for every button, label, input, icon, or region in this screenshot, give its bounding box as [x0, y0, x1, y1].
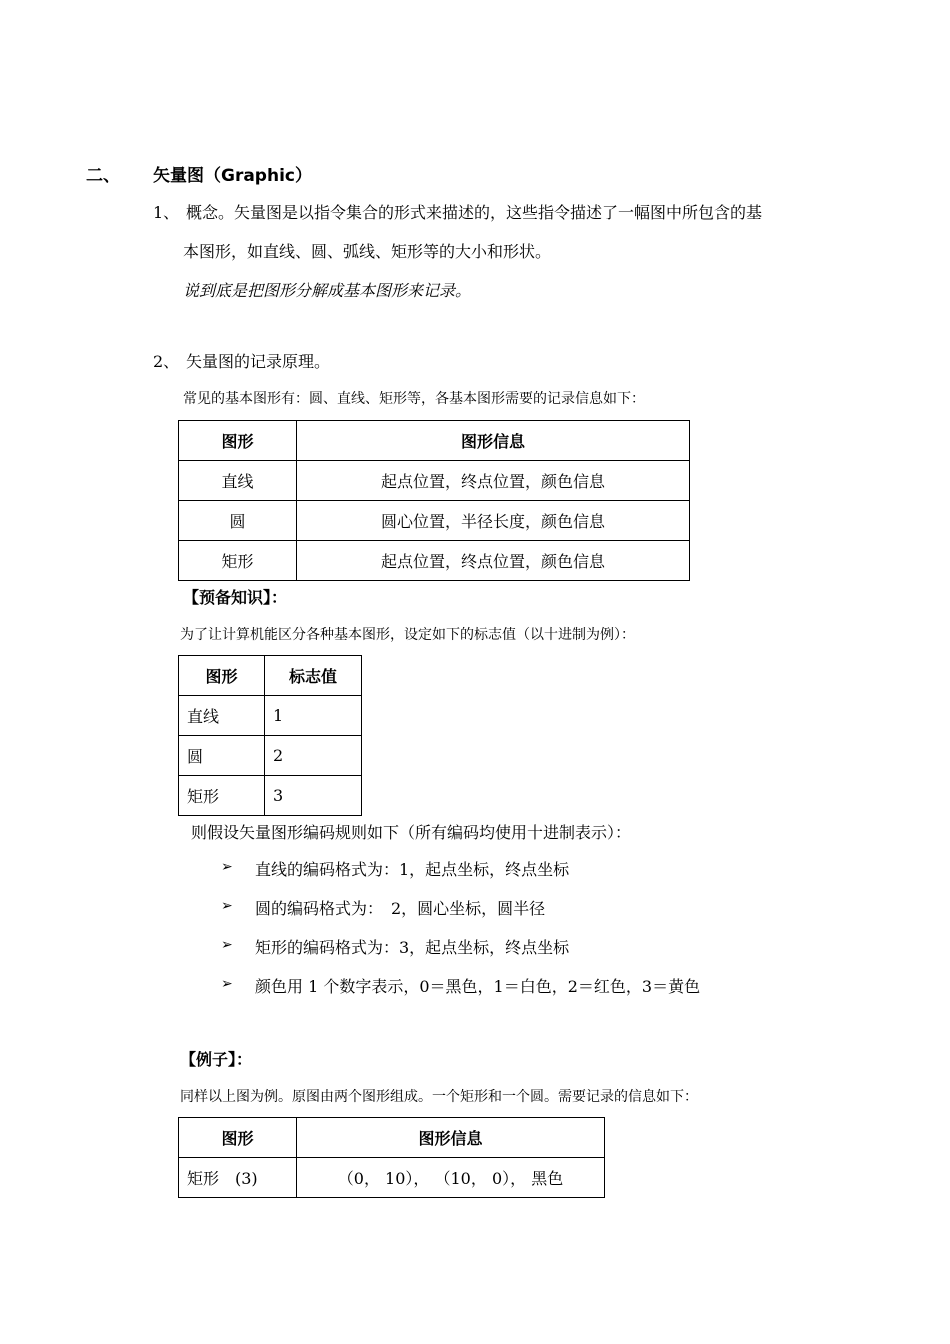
table-row: [179, 736, 362, 776]
table-row: [179, 541, 690, 581]
table-cell-info: （0， 10）， （10， 0）， 黑色: [297, 1158, 605, 1198]
table-header-cell: 标志值: [265, 656, 362, 696]
example-table: [178, 1117, 605, 1198]
table-cell-info: 起点位置，终点位置，颜色信息: [297, 461, 690, 501]
shape-info-table: [178, 420, 690, 581]
table-cell-shape: 矩形: [179, 541, 297, 581]
bullet-arrow-icon: ➢: [221, 859, 233, 875]
table-cell-shape: 矩形: [179, 776, 265, 816]
flag-value-table: [178, 655, 362, 816]
example-heading: 【例子】：: [180, 1050, 253, 1069]
table-cell-info: 圆心位置，半径长度，颜色信息: [297, 501, 690, 541]
table-row: [179, 461, 690, 501]
bullet-arrow-icon: ➢: [221, 937, 233, 953]
item1-number: 1、: [153, 203, 180, 222]
bullet-text: 矩形的编码格式为：3，起点坐标，终点坐标: [255, 938, 570, 957]
table-cell-shape: 圆: [179, 736, 265, 776]
table-cell-shape: 直线: [179, 461, 297, 501]
table-row: [179, 501, 690, 541]
bullet-arrow-icon: ➢: [221, 976, 233, 992]
table-header-row: [179, 421, 690, 461]
section-number: 二、: [86, 166, 120, 186]
table-header-cell: 图形: [179, 421, 297, 461]
item2-title: 矢量图的记录原理。: [186, 352, 331, 371]
encoding-intro: 则假设矢量图形编码规则如下（所有编码均使用十进制表示）：: [191, 823, 632, 842]
table-cell-shape: 矩形 (3): [179, 1158, 297, 1198]
table-row: [179, 1158, 605, 1198]
table-cell-flag: 1: [265, 696, 362, 736]
table-header-cell: 图形信息: [297, 1118, 605, 1158]
table-cell-shape: 直线: [179, 696, 265, 736]
bullet-text: 圆的编码格式为： 2，圆心坐标，圆半径: [255, 899, 546, 918]
item2-number: 2、: [153, 352, 180, 371]
bullet-arrow-icon: ➢: [221, 898, 233, 914]
table-header-cell: 图形: [179, 656, 265, 696]
table-header-cell: 图形: [179, 1118, 297, 1158]
item1-note: 说到底是把图形分解成基本图形来记录。: [183, 281, 472, 300]
table-cell-shape: 圆: [179, 501, 297, 541]
table-row: [179, 696, 362, 736]
section-title: 矢量图（Graphic）: [153, 166, 312, 186]
table-header-row: [179, 1118, 605, 1158]
table-row: [179, 776, 362, 816]
table-cell-flag: 3: [265, 776, 362, 816]
table-cell-flag: 2: [265, 736, 362, 776]
bullet-text: 直线的编码格式为：1，起点坐标，终点坐标: [255, 860, 570, 879]
item1-line2: 本图形，如直线、圆、弧线、矩形等的大小和形状。: [183, 242, 552, 261]
item2-intro: 常见的基本图形有：圆、直线、矩形等，各基本图形需要的记录信息如下：: [183, 391, 645, 407]
item1-line1: 概念。矢量图是以指令集合的形式来描述的，这些指令描述了一幅图中所包含的基: [186, 203, 763, 222]
example-intro: 同样以上图为例。原图由两个图形组成。一个矩形和一个圆。需要记录的信息如下：: [180, 1089, 698, 1105]
bullet-text: 颜色用 1 个数字表示，0＝黑色，1＝白色，2＝红色，3＝黄色: [255, 977, 701, 996]
prep-heading: 【预备知识】：: [183, 588, 288, 607]
prep-intro: 为了让计算机能区分各种基本图形，设定如下的标志值（以十进制为例）：: [180, 627, 635, 643]
table-header-row: [179, 656, 362, 696]
table-header-cell: 图形信息: [297, 421, 690, 461]
table-cell-info: 起点位置，终点位置，颜色信息: [297, 541, 690, 581]
